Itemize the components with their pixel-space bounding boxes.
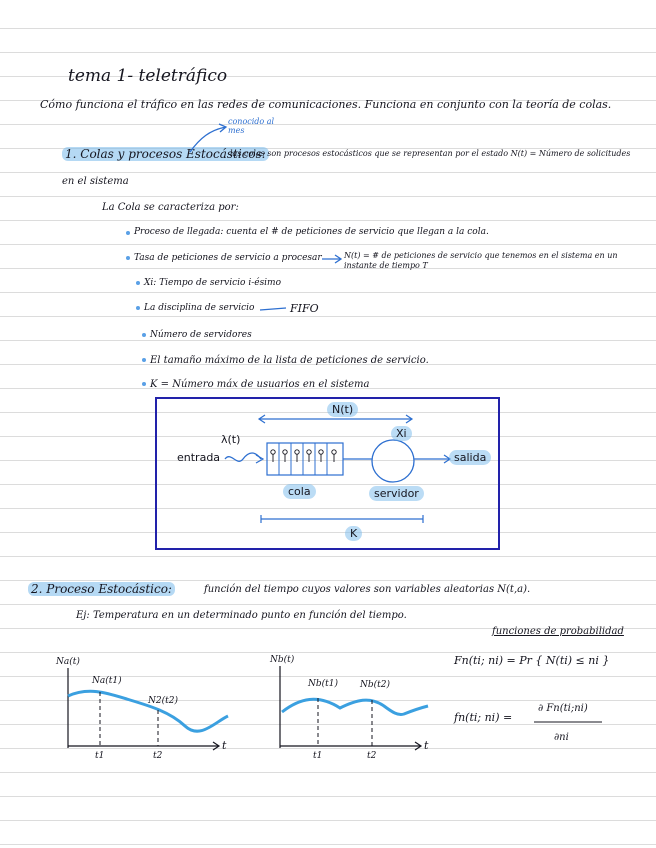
- graph2-x-label: t: [424, 739, 429, 752]
- diagram-n-label: N(t): [327, 403, 358, 416]
- formula-pdf-den: ∂ni: [554, 732, 569, 743]
- section2-text: función del tiempo cuyos valores son variables aleatorias N(t,a).: [204, 584, 531, 595]
- graph2-point2-label: Nb(t2): [360, 680, 391, 690]
- bullet-1: Proceso de llegada: cuenta el # de peticiones de servicio que llegan a la cola.: [134, 227, 489, 237]
- probability-title: funciones de probabilidad: [492, 626, 624, 637]
- section2-heading-text: 2. Proceso Estocástico:: [28, 582, 175, 596]
- section1-subheading: La Cola se caracteriza por:: [102, 202, 239, 213]
- diagram-xi-label: Xi: [391, 427, 412, 440]
- formula-cdf: Fn(ti; ni) = Pr { N(ti) ≤ ni }: [454, 654, 610, 667]
- diagram-lambda-label: λ(t): [221, 433, 241, 446]
- bullet-7: K = Número máx de usuarios en el sistema: [150, 379, 370, 390]
- graph1-point1-label: Na(t1): [92, 676, 122, 686]
- bullet-3: Xi: Tiempo de servicio i-ésimo: [144, 278, 282, 288]
- graph1-t2: t2: [153, 751, 163, 761]
- graph2-point1-label: Nb(t1): [308, 679, 339, 689]
- graph2-y-label: Nb(t): [270, 655, 295, 665]
- arrow-note: conocido al mes: [228, 117, 275, 135]
- bullet-5: Número de servidores: [150, 330, 252, 340]
- diagram-input-label: entrada: [177, 451, 221, 464]
- page-title: tema 1- teletráfico: [68, 66, 228, 86]
- graph2-t1: t1: [313, 751, 323, 761]
- section2-example: Ej: Temperatura en un determinado punto en función del tiempo.: [76, 610, 407, 621]
- fifo-label: FIFO: [290, 302, 319, 315]
- graph1-x-label: t: [222, 739, 227, 752]
- diagram-queue-label: cola: [283, 485, 316, 498]
- diagram-k-label: K: [345, 527, 362, 540]
- bullet-4: La disciplina de servicio: [144, 303, 255, 313]
- bullet-6: El tamaño máximo de la lista de peticiones de servicio.: [150, 355, 429, 366]
- bullet-2: Tasa de peticiones de servicio a procesar: [134, 253, 322, 263]
- graph1-y-label: Na(t): [56, 657, 80, 667]
- annotation-n: N(t) = # de peticiones de servicio que tenemos en el sistema en un instante de tiempo T: [344, 251, 618, 270]
- graph2-t2: t2: [367, 751, 377, 761]
- diagram-output-label: salida: [449, 451, 491, 464]
- graph1-point2-label: N2(t2): [148, 696, 178, 706]
- intro-text: Cómo funciona el tráfico en las redes de comunicaciones. Funciona en conjunto con la teoría de colas.: [40, 98, 612, 111]
- section1-heading-text: 1. Colas y procesos Estocásticos:: [62, 147, 269, 161]
- section1-text-line1: las colas son procesos estocásticos que se representan por el estado N(t) = Número de solicitudes: [230, 149, 631, 158]
- diagram-server-label: servidor: [369, 487, 424, 500]
- graph2-curve: [282, 699, 428, 714]
- formula-pdf-lhs: fn(ti; ni) =: [454, 711, 513, 724]
- graph1-t1: t1: [95, 751, 105, 761]
- section1-text-line2: en el sistema: [62, 176, 129, 187]
- formula-pdf-num: ∂ Fn(ti;ni): [538, 703, 588, 714]
